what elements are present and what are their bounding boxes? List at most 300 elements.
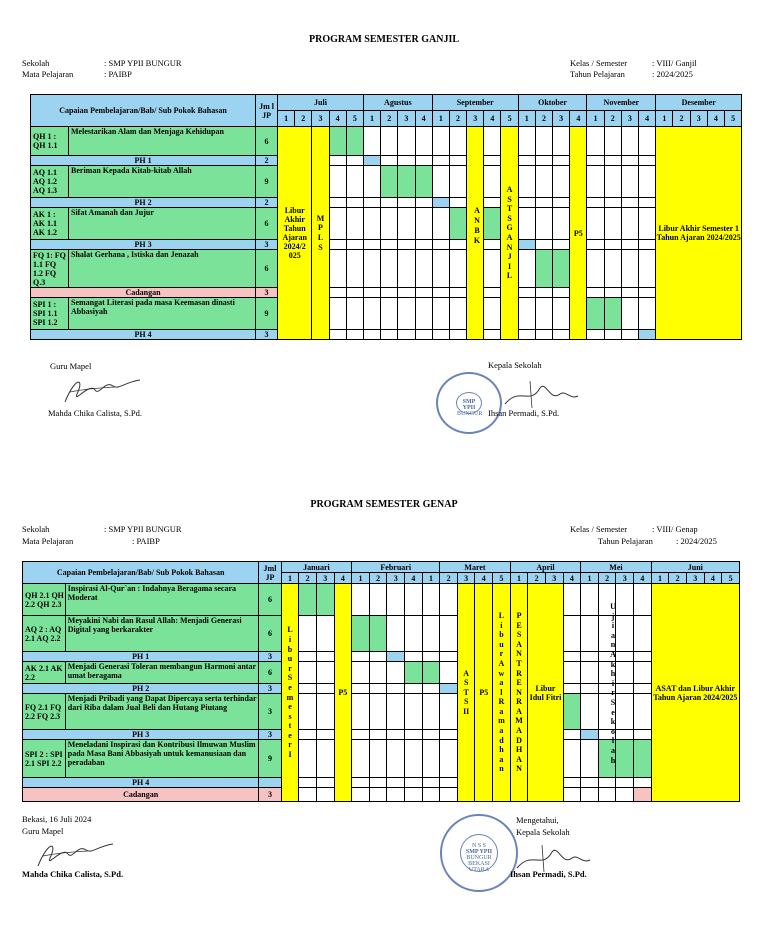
genap-row-8-label: PH 4 — [23, 778, 259, 788]
ganjil-week-18: 1 — [587, 111, 604, 127]
genap-cell — [316, 788, 334, 802]
ganjil-header-cp: Capaian Pembelajaran/Bab/ Sub Pokok Bahasan — [31, 95, 256, 127]
genap-p5-col-2: P5 — [475, 584, 493, 802]
genap-cell — [299, 584, 317, 616]
ganjil-anbk: A N B K — [473, 206, 481, 245]
ganjil-row-3-label: PH 2 — [31, 198, 256, 208]
ganjil-row-4-material: Sifat Amanah dan Jujur — [69, 208, 256, 240]
genap-cell — [387, 652, 405, 662]
ganjil-cell — [518, 166, 535, 198]
ganjil-cell — [449, 127, 466, 156]
ganjil-month-5: Desember — [656, 95, 742, 111]
ganjil-row-4-code: AK 1 : AK 1.1 AK 1.2 — [31, 208, 69, 240]
ganjil-cell — [638, 330, 655, 340]
genap-week-9: 2 — [440, 573, 458, 584]
ganjil-cell — [449, 208, 466, 240]
ganjil-cell — [484, 166, 501, 198]
ganjil-cell — [535, 166, 552, 198]
genap-cell — [299, 684, 317, 694]
genap-cell — [369, 730, 387, 740]
ganjil-cell — [518, 250, 535, 288]
genap-cell — [440, 788, 458, 802]
genap-row-5-jp: 3 — [259, 694, 281, 730]
ganjil-cell — [518, 127, 535, 156]
ganjil-mpls: M P L S — [312, 127, 329, 340]
ganjil-cell — [587, 288, 604, 298]
ganjil-cell — [432, 156, 449, 166]
ganjil-row-4-jp: 6 — [256, 208, 278, 240]
genap-ujian-akhir-sekolah: U j i a n A k h i r S e k o l a h — [610, 602, 616, 765]
ganjil-cell — [518, 208, 535, 240]
genap-row-5-code: FQ 2.1 FQ 2.2 FQ 2.3 — [23, 694, 66, 730]
genap-cell — [316, 730, 334, 740]
genap-row-2-label: PH 1 — [23, 652, 259, 662]
ganjil-cell — [621, 127, 638, 156]
ganjil-week-10: 2 — [449, 111, 466, 127]
genap-schedule-table — [22, 561, 740, 802]
genap-cell — [563, 740, 581, 778]
ganjil-cell — [587, 240, 604, 250]
ganjil-cell — [484, 127, 501, 156]
genap-cell — [299, 616, 317, 652]
genap-asat-libur-akhir: ASAT dan Libur Akhir Tahun Ajaran 2024/2025 — [651, 584, 739, 802]
ganjil-cell — [398, 127, 415, 156]
ganjil-week-17: 4 — [570, 111, 587, 127]
genap-cell — [598, 788, 616, 802]
genap-cell — [299, 788, 317, 802]
ganjil-cell — [449, 156, 466, 166]
genap-cell — [440, 730, 458, 740]
ganjil-week-19: 2 — [604, 111, 621, 127]
ganjil-week-3: 4 — [329, 111, 346, 127]
genap-asts-2: A S T S II — [457, 584, 475, 802]
genap-cell — [405, 584, 423, 616]
ganjil-cell — [484, 240, 501, 250]
ganjil-cell — [518, 330, 535, 340]
ganjil-row-1-label: PH 1 — [31, 156, 256, 166]
ganjil-week-1: 2 — [295, 111, 312, 127]
genap-row-7-jp: 9 — [259, 740, 281, 778]
ganjil-week-13: 5 — [501, 111, 518, 127]
ganjil-cell — [329, 198, 346, 208]
genap-cell — [440, 584, 458, 616]
ganjil-cell — [604, 250, 621, 288]
genap-month-2: Maret — [440, 562, 510, 573]
genap-cell — [634, 788, 652, 802]
ganjil-week-23: 2 — [673, 111, 690, 127]
ganjil-cell — [604, 127, 621, 156]
ganjil-cell — [553, 156, 570, 166]
genap-libur-idul-fitri: Libur Idul Fitri — [528, 584, 563, 802]
ganjil-row-9-label: PH 4 — [31, 330, 256, 340]
ganjil-cell — [398, 298, 415, 330]
genap-row-3-code: AK 2.1 AK 2.2 — [23, 662, 66, 684]
ganjil-week-26: 5 — [724, 111, 741, 127]
ganjil-cell — [518, 198, 535, 208]
ganjil-cell — [484, 198, 501, 208]
ganjil-row-8-code: SPI 1 : SPI 1.1 SPI 1.2 — [31, 298, 69, 330]
genap-kelas-value: : VIII/ Genap — [652, 524, 698, 534]
ganjil-month-1: Agustus — [363, 95, 432, 111]
ganjil-cell — [346, 198, 363, 208]
ganjil-cell — [553, 288, 570, 298]
ganjil-cell — [363, 288, 380, 298]
genap-cell — [563, 616, 581, 652]
ganjil-week-25: 4 — [707, 111, 724, 127]
ganjil-cell — [381, 156, 398, 166]
genap-row-6-jp: 3 — [259, 730, 281, 740]
genap-cell — [563, 694, 581, 730]
genap-cell — [422, 652, 440, 662]
ganjil-cell — [346, 330, 363, 340]
ganjil-week-14: 1 — [518, 111, 535, 127]
genap-cell — [316, 616, 334, 652]
genap-tahun-value: : 2024/2025 — [676, 536, 717, 546]
ganjil-cell — [553, 127, 570, 156]
genap-week-22: 2 — [669, 573, 687, 584]
genap-week-11: 4 — [475, 573, 493, 584]
genap-cell — [634, 730, 652, 740]
genap-guru-signature — [28, 836, 118, 872]
genap-pesantren-ramadhan: P E S A N T R E N R A M A D H A N — [510, 584, 528, 802]
ganjil-cell — [415, 330, 432, 340]
ganjil-cell — [621, 250, 638, 288]
ganjil-cell — [484, 156, 501, 166]
ganjil-cell — [329, 166, 346, 198]
genap-cell — [316, 652, 334, 662]
ganjil-week-9: 1 — [432, 111, 449, 127]
genap-cell — [634, 694, 652, 730]
genap-row-0-material: Inspirasi Al-Qur`an : Indahnya Beragama secara Moderat — [65, 584, 259, 616]
genap-cell — [563, 652, 581, 662]
genap-row-8-jp — [259, 778, 281, 788]
genap-libur-semester-1: L i b u r S e m e s t e r I — [281, 584, 299, 802]
genap-cell — [581, 584, 599, 616]
ganjil-week-16: 3 — [553, 111, 570, 127]
genap-sekolah-label: Sekolah — [22, 524, 50, 534]
ganjil-cell — [398, 240, 415, 250]
ganjil-cell — [604, 330, 621, 340]
ganjil-month-2: September — [432, 95, 518, 111]
ganjil-cell — [363, 127, 380, 156]
ganjil-month-0: Juli — [278, 95, 364, 111]
ganjil-cell — [432, 250, 449, 288]
genap-cell — [299, 740, 317, 778]
genap-cell — [422, 778, 440, 788]
genap-cell — [352, 740, 370, 778]
genap-week-0: 1 — [281, 573, 299, 584]
ganjil-sekolah-value: : SMP YPII BUNGUR — [104, 58, 182, 68]
genap-cell — [422, 662, 440, 684]
ganjil-cell — [638, 166, 655, 198]
ganjil-row-8-material: Semangat Literasi pada masa Keemasan dinasti Abbasiyah — [69, 298, 256, 330]
genap-row-6-label: PH 3 — [23, 730, 259, 740]
ganjil-row-6-jp: 6 — [256, 250, 278, 288]
ganjil-row-6-material: Shalat Gerhana , Istiska dan Jenazah — [69, 250, 256, 288]
genap-week-3: 4 — [334, 573, 352, 584]
ganjil-cell — [346, 288, 363, 298]
genap-cell — [352, 652, 370, 662]
genap-cell — [563, 788, 581, 802]
ganjil-cell — [604, 288, 621, 298]
genap-week-13: 1 — [510, 573, 528, 584]
genap-cell — [581, 778, 599, 788]
genap-row-3-jp: 6 — [259, 662, 281, 684]
genap-week-16: 4 — [563, 573, 581, 584]
genap-week-24: 4 — [704, 573, 722, 584]
genap-week-15: 3 — [545, 573, 563, 584]
ganjil-cell — [604, 166, 621, 198]
ganjil-cell — [346, 127, 363, 156]
genap-cell — [299, 694, 317, 730]
genap-week-8: 1 — [422, 573, 440, 584]
genap-cell — [352, 788, 370, 802]
ganjil-cell — [329, 330, 346, 340]
ganjil-cell — [329, 208, 346, 240]
ganjil-guru-label: Guru Mapel — [50, 361, 92, 371]
genap-week-14: 2 — [528, 573, 546, 584]
ganjil-cell — [553, 330, 570, 340]
ganjil-cell — [432, 330, 449, 340]
genap-cell — [581, 662, 599, 684]
genap-month-0: Januari — [281, 562, 351, 573]
genap-cell — [299, 730, 317, 740]
genap-cell — [422, 740, 440, 778]
ganjil-cell — [553, 298, 570, 330]
ganjil-kelas-value: : VIII/ Ganjil — [652, 58, 697, 68]
ganjil-cell — [381, 240, 398, 250]
ganjil-cell — [329, 240, 346, 250]
genap-tahun-label: Tahun Pelajaran — [598, 536, 653, 546]
genap-cell — [299, 662, 317, 684]
genap-cell — [352, 778, 370, 788]
ganjil-header-jp: Jm l JP — [256, 95, 278, 127]
genap-cell — [316, 740, 334, 778]
genap-cell — [316, 684, 334, 694]
genap-guru-label: Guru Mapel — [22, 826, 64, 836]
genap-week-5: 2 — [369, 573, 387, 584]
ganjil-cell — [346, 240, 363, 250]
genap-cell — [352, 662, 370, 684]
genap-cell — [405, 730, 423, 740]
genap-cell — [563, 684, 581, 694]
ganjil-cell — [535, 330, 552, 340]
ganjil-week-5: 1 — [363, 111, 380, 127]
ganjil-cell — [381, 288, 398, 298]
ganjil-kepsek-signature — [500, 376, 580, 412]
genap-cell — [634, 652, 652, 662]
ganjil-week-21: 4 — [638, 111, 655, 127]
ganjil-cell — [553, 240, 570, 250]
ganjil-cell — [553, 198, 570, 208]
ganjil-cell — [329, 250, 346, 288]
genap-week-20: 4 — [634, 573, 652, 584]
ganjil-week-11: 3 — [467, 111, 484, 127]
genap-school-stamp: N S S SMP YPII BUNGUR BEKASI UTARA — [440, 814, 518, 892]
genap-cell — [440, 740, 458, 778]
genap-cell — [581, 740, 599, 778]
ganjil-cell — [587, 198, 604, 208]
ganjil-guru-name: Mahda Chika Calista, S.Pd. — [48, 408, 142, 418]
ganjil-cell — [363, 156, 380, 166]
genap-cell — [440, 694, 458, 730]
genap-cell — [581, 730, 599, 740]
ganjil-cell — [415, 298, 432, 330]
ganjil-cell — [381, 208, 398, 240]
ganjil-cell — [449, 298, 466, 330]
ganjil-cell — [363, 330, 380, 340]
ganjil-cell — [346, 298, 363, 330]
ganjil-row-0-jp: 6 — [256, 127, 278, 156]
genap-cell — [405, 788, 423, 802]
genap-cell — [352, 584, 370, 616]
ganjil-cell — [621, 198, 638, 208]
ganjil-cell — [484, 298, 501, 330]
ganjil-cell — [432, 127, 449, 156]
genap-cell — [440, 652, 458, 662]
ganjil-cell — [535, 240, 552, 250]
genap-cell — [563, 584, 581, 616]
ganjil-week-8: 4 — [415, 111, 432, 127]
genap-cell — [581, 616, 599, 652]
genap-cell — [316, 584, 334, 616]
genap-week-10: 3 — [457, 573, 475, 584]
ganjil-week-24: 3 — [690, 111, 707, 127]
genap-week-17: 1 — [581, 573, 599, 584]
ganjil-cell — [449, 240, 466, 250]
ganjil-cell — [604, 240, 621, 250]
genap-libur-awal-ramadhan: L i b u r A w a l R a m a d h a n — [493, 584, 511, 802]
genap-cell — [387, 778, 405, 788]
ganjil-cell — [484, 250, 501, 288]
ganjil-month-3: Oktober — [518, 95, 587, 111]
genap-cell — [405, 778, 423, 788]
ganjil-libur-akhir-semester: Libur Akhir Semester 1 Tahun Ajaran 2024/2025 — [656, 127, 742, 340]
genap-tanggal: Bekasi, 16 Juli 2024 — [22, 814, 92, 824]
genap-cell — [440, 662, 458, 684]
ganjil-row-8-jp: 9 — [256, 298, 278, 330]
ganjil-cell — [415, 127, 432, 156]
genap-cell — [387, 740, 405, 778]
ganjil-row-1-jp: 2 — [256, 156, 278, 166]
ganjil-week-0: 1 — [278, 111, 295, 127]
genap-cell — [422, 616, 440, 652]
ganjil-cell — [381, 127, 398, 156]
genap-mapel-value: : PAIBP — [132, 536, 160, 546]
genap-cell — [581, 694, 599, 730]
ganjil-cell — [587, 166, 604, 198]
genap-week-23: 3 — [686, 573, 704, 584]
genap-cell — [369, 740, 387, 778]
genap-cell — [369, 584, 387, 616]
ganjil-cell — [621, 240, 638, 250]
ganjil-mapel-value: : PAIBP — [104, 69, 132, 79]
ganjil-row-5-label: PH 3 — [31, 240, 256, 250]
ganjil-cell — [518, 288, 535, 298]
ganjil-cell — [621, 330, 638, 340]
genap-row-9-jp: 3 — [259, 788, 281, 802]
ganjil-cell — [553, 166, 570, 198]
ganjil-schedule-table — [30, 94, 742, 340]
ganjil-row-0-code: QH 1 : QH 1.1 — [31, 127, 69, 156]
ganjil-p5-col: P5 — [570, 127, 587, 340]
genap-row-1-code: AQ 2 : AQ 2.1 AQ 2.2 — [23, 616, 66, 652]
ganjil-cell — [638, 240, 655, 250]
genap-row-0-jp: 6 — [259, 584, 281, 616]
genap-cell — [563, 778, 581, 788]
genap-cell — [422, 788, 440, 802]
genap-row-3-material: Menjadi Generasi Toleran membangun Harmoni antar umat beragama — [65, 662, 259, 684]
ganjil-cell — [638, 156, 655, 166]
ganjil-cell — [415, 288, 432, 298]
ganjil-cell — [535, 298, 552, 330]
genap-cell — [616, 778, 634, 788]
ganjil-row-7-jp: 3 — [256, 288, 278, 298]
genap-guru-name: Mahda Chika Calista, S.Pd. — [22, 869, 124, 879]
genap-cell — [387, 788, 405, 802]
ganjil-sekolah-label: Sekolah — [22, 58, 50, 68]
genap-week-1: 2 — [299, 573, 317, 584]
ganjil-cell — [432, 208, 449, 240]
ganjil-week-4: 5 — [346, 111, 363, 127]
genap-cell — [634, 662, 652, 684]
genap-header-jp: Jml JP — [259, 562, 281, 584]
genap-title: PROGRAM SEMESTER GENAP — [310, 499, 458, 510]
genap-mapel-label: Mata Pelajaran — [22, 536, 74, 546]
ganjil-cell — [398, 198, 415, 208]
ganjil-cell — [587, 250, 604, 288]
ganjil-cell — [587, 330, 604, 340]
genap-cell — [616, 788, 634, 802]
genap-cell — [634, 740, 652, 778]
ganjil-cell — [604, 208, 621, 240]
ganjil-cell — [415, 198, 432, 208]
ganjil-cell — [518, 156, 535, 166]
ganjil-cell — [638, 298, 655, 330]
genap-row-0-code: QH 2.1 QH 2.2 QH 2.3 — [23, 584, 66, 616]
ganjil-cell — [449, 250, 466, 288]
ganjil-cell — [621, 208, 638, 240]
ganjil-mapel-label: Mata Pelajaran — [22, 69, 74, 79]
ganjil-cell — [535, 198, 552, 208]
ganjil-row-2-material: Beriman Kepada Kitab-kitab Allah — [69, 166, 256, 198]
genap-cell — [369, 788, 387, 802]
genap-week-7: 4 — [405, 573, 423, 584]
ganjil-cell — [432, 288, 449, 298]
ganjil-cell — [415, 208, 432, 240]
ganjil-row-3-jp: 2 — [256, 198, 278, 208]
ganjil-cell — [518, 240, 535, 250]
genap-cell — [634, 778, 652, 788]
ganjil-week-7: 3 — [398, 111, 415, 127]
ganjil-cell — [535, 288, 552, 298]
ganjil-cell — [553, 250, 570, 288]
ganjil-cell — [535, 208, 552, 240]
ganjil-week-6: 2 — [381, 111, 398, 127]
ganjil-cell — [587, 156, 604, 166]
genap-cell — [405, 694, 423, 730]
genap-cell — [387, 616, 405, 652]
ganjil-week-12: 4 — [484, 111, 501, 127]
ganjil-cell — [381, 330, 398, 340]
ganjil-cell — [638, 127, 655, 156]
ganjil-cell — [398, 208, 415, 240]
ganjil-month-4: November — [587, 95, 656, 111]
genap-kepsek-label: Kepala Sekolah — [516, 827, 570, 837]
genap-cell — [634, 616, 652, 652]
genap-cell — [440, 616, 458, 652]
ganjil-cell — [346, 156, 363, 166]
